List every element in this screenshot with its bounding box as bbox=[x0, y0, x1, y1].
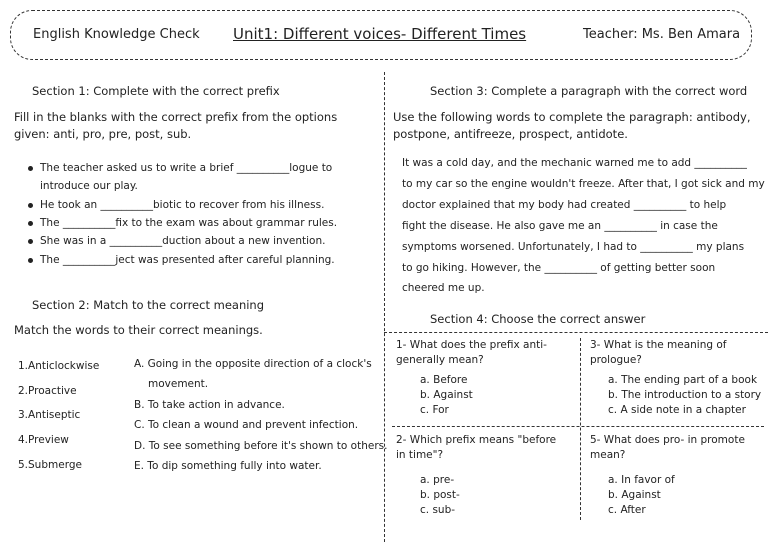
paragraph-line: fight the disease. He also gave me an __________ in case the bbox=[402, 220, 718, 232]
question-text-continuation: in time"? bbox=[396, 449, 444, 461]
answer-option: a. Before bbox=[420, 374, 468, 386]
answer-option: a. The ending part of a book bbox=[608, 374, 758, 386]
bullet bbox=[28, 221, 33, 226]
paragraph-line: to go hiking. However, the __________ of getting better soon bbox=[402, 262, 716, 274]
paragraph-line: symptoms worsened. Unfortunately, I had to __________ my plans bbox=[402, 241, 745, 253]
answer-option: b. post- bbox=[420, 489, 460, 501]
section-4-top-rule bbox=[384, 332, 768, 333]
column-divider bbox=[384, 72, 385, 542]
list-item: The teacher asked us to write a brief __________logue to bbox=[40, 162, 333, 174]
match-word: 5.Submerge bbox=[18, 459, 82, 471]
bullet bbox=[28, 203, 33, 208]
section-4-middle-rule bbox=[392, 426, 764, 427]
match-meaning: A. Going in the opposite direction of a clock's bbox=[134, 358, 372, 370]
section-1-instruction-line1: Fill in the blanks with the correct prefix from the options bbox=[14, 110, 338, 124]
match-word: 1.Anticlockwise bbox=[18, 360, 100, 372]
paragraph-line: cheered me up. bbox=[402, 282, 485, 294]
question-text-continuation: generally mean? bbox=[396, 354, 484, 366]
answer-option: b. The introduction to a story bbox=[608, 389, 762, 401]
bullet bbox=[28, 166, 33, 171]
answer-option: a. pre- bbox=[420, 474, 455, 486]
question-text: 5- What does pro- in promote bbox=[590, 434, 745, 446]
match-meaning: B. To take action in advance. bbox=[134, 399, 285, 411]
answer-option: b. Against bbox=[608, 489, 661, 501]
section-3-title: Section 3: Complete a paragraph with the correct word bbox=[430, 84, 748, 98]
section-4-title: Section 4: Choose the correct answer bbox=[430, 312, 646, 326]
answer-option: a. In favor of bbox=[608, 474, 675, 486]
section-4-column-rule bbox=[580, 338, 581, 520]
section-1-title: Section 1: Complete with the correct prefix bbox=[32, 84, 280, 98]
section-1-instruction-line2: given: anti, pro, pre, post, sub. bbox=[14, 127, 192, 141]
section-2-title: Section 2: Match to the correct meaning bbox=[32, 298, 265, 312]
answer-option: c. After bbox=[608, 504, 646, 516]
subject-label: English Knowledge Check bbox=[33, 27, 200, 42]
match-meaning: E. To dip something fully into water. bbox=[134, 460, 322, 472]
paragraph-line: It was a cold day, and the mechanic warned me to add __________ bbox=[402, 157, 747, 169]
match-meaning: D. To see something before it's shown to others. bbox=[134, 440, 388, 452]
question-text-continuation: mean? bbox=[590, 449, 626, 461]
match-word: 4.Preview bbox=[18, 434, 69, 446]
paragraph-line: doctor explained that my body had created __________ to help bbox=[402, 199, 727, 211]
match-word: 2.Proactive bbox=[18, 385, 77, 397]
list-item-continuation: introduce our play. bbox=[40, 180, 138, 192]
list-item: The __________fix to the exam was about grammar rules. bbox=[40, 217, 338, 229]
answer-option: c. A side note in a chapter bbox=[608, 404, 746, 416]
worksheet-title: Unit1: Different voices- Different Times bbox=[233, 25, 527, 43]
question-text: 1- What does the prefix anti- bbox=[396, 339, 547, 351]
answer-option: b. Against bbox=[420, 389, 473, 401]
question-text-continuation: prologue? bbox=[590, 354, 642, 366]
bullet bbox=[28, 239, 33, 244]
answer-option: c. For bbox=[420, 404, 449, 416]
match-word: 3.Antiseptic bbox=[18, 409, 81, 421]
paragraph-line: to my car so the engine wouldn't freeze. After that, I got sick and my bbox=[402, 178, 765, 190]
answer-option: c. sub- bbox=[420, 504, 456, 516]
list-item: She was in a __________duction about a new invention. bbox=[40, 235, 326, 247]
section-3-instruction-line2: postpone, antifreeze, prospect, antidote. bbox=[393, 127, 628, 141]
teacher-label: Teacher: Ms. Ben Amara bbox=[583, 27, 741, 42]
section-3-instruction-line1: Use the following words to complete the paragraph: antibody, bbox=[393, 110, 751, 124]
header-box bbox=[10, 10, 752, 60]
section-2-instruction: Match the words to their correct meanings. bbox=[14, 323, 263, 337]
match-meaning: C. To clean a wound and prevent infection. bbox=[134, 419, 359, 431]
list-item: The __________ject was presented after careful planning. bbox=[40, 254, 335, 266]
match-meaning-continuation: movement. bbox=[148, 378, 209, 390]
question-text: 3- What is the meaning of bbox=[590, 339, 727, 351]
list-item: He took an __________biotic to recover from his illness. bbox=[40, 199, 325, 211]
question-text: 2- Which prefix means "before bbox=[396, 434, 557, 446]
bullet bbox=[28, 258, 33, 263]
